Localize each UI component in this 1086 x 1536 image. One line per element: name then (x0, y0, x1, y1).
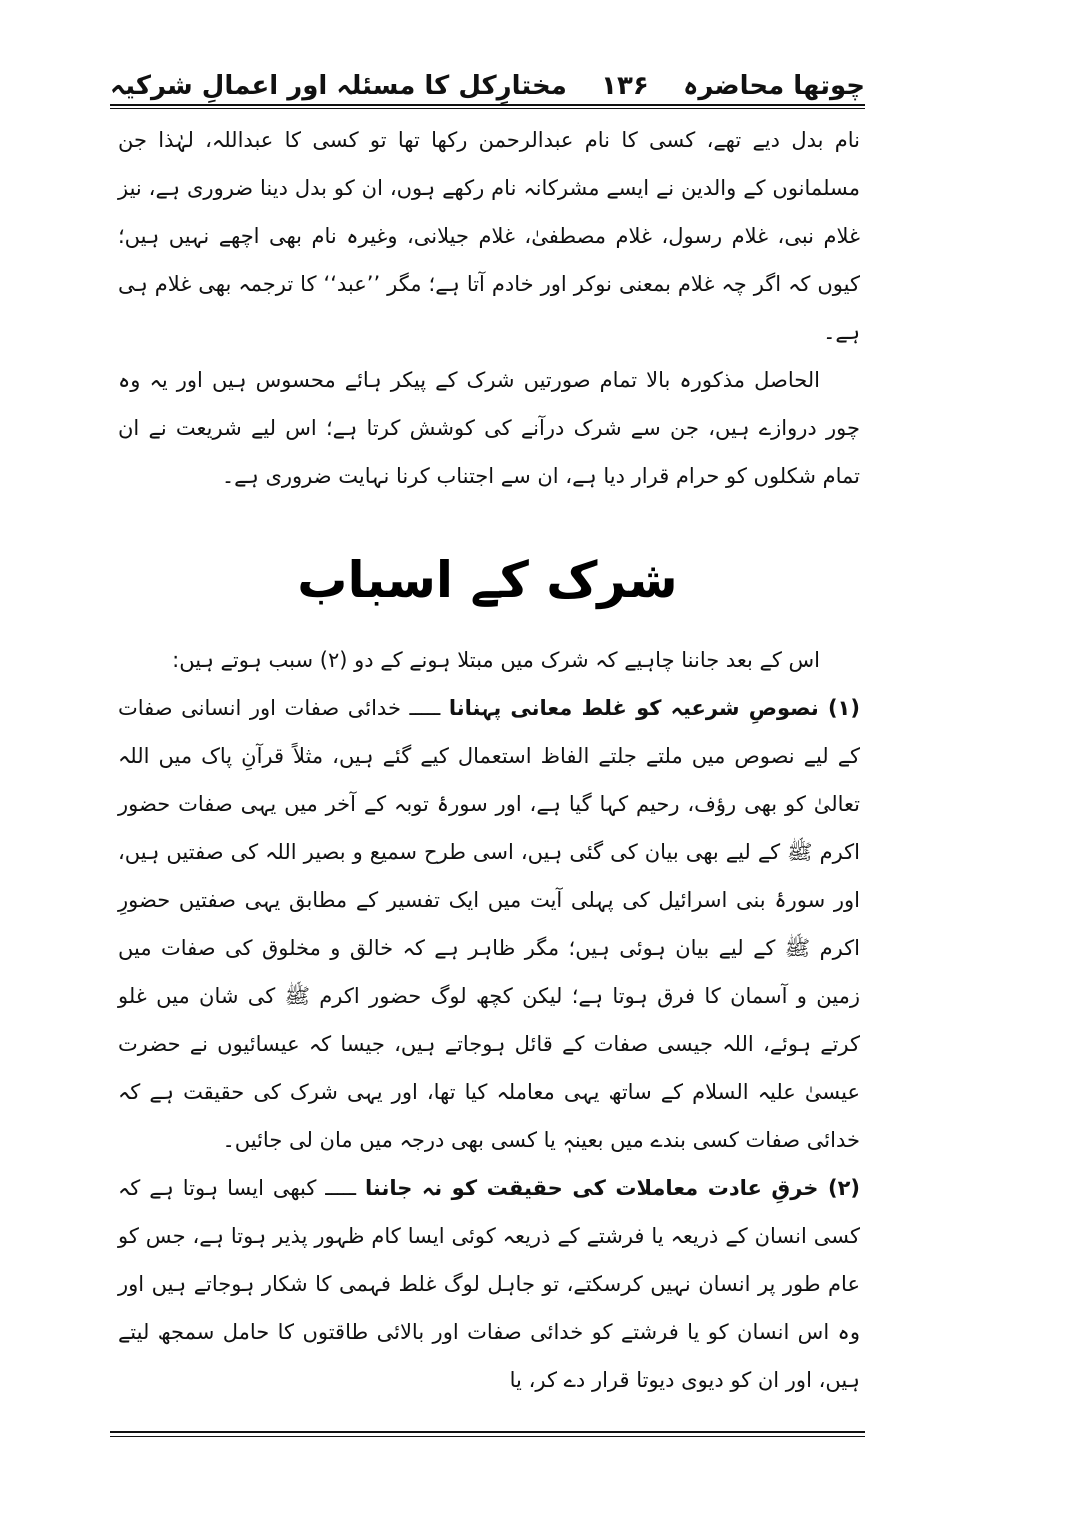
body-text-causes (118, 636, 860, 1404)
header-rule-thin (110, 108, 865, 109)
cause-1-dash: ـــــ (409, 696, 441, 720)
paragraph-summary: الحاصل مذکورہ بالا تمام صورتیں شرک کے پیکر ہائے محسوس ہیں اور یہ وہ چور دروازے ہیں، جن سے شرک درآنے کی کوشش کرتا ہے؛ اس لیے شریعت نے ان تمام شکلوں کو حرام قرار دیا ہے، ان سے اجتناب کرنا نہایت ضروری ہے۔ (118, 368, 860, 488)
chapter-title: چوتھا محاضرہ (683, 71, 865, 101)
cause-1 (118, 684, 860, 1164)
cause-2-text: کبھی ایسا ہوتا ہے کہ کسی انسان کے ذریعہ یا فرشتے کے ذریعہ کوئی ایسا کام ظہور پذیر ہوتا ہے، جس کو عام طور پر انسان نہیں کرسکتے، تو جاہل لوگ غلط فہمی کا شکار ہوجاتے ہیں اور وہ اس انسان کو یا فرشتے کو خدائی صفات اور بالائی طاقتوں کا حامل سمجھ لیتے ہیں، اور ان کو دیوی دیوتا قرار دے کر، یا (118, 1176, 860, 1392)
body-text-top (118, 116, 860, 500)
cause-1-label: (۱) نصوصِ شرعیہ کو غلط معانی پہنانا (448, 696, 860, 720)
footer-rule-thin (110, 1436, 865, 1437)
section-heading: شرک کے اسباب (297, 551, 678, 609)
topic-title: مختارِکل کا مسئلہ اور اعمالِ شرکیہ (110, 71, 567, 101)
cause-2-dash: ـــــ (325, 1176, 357, 1200)
footer-rule (110, 1431, 865, 1433)
header-rule (110, 104, 865, 106)
running-header (110, 55, 865, 101)
cause-1-text: خدائی صفات اور انسانی صفات کے لیے نصوص میں ملتے جلتے الفاظ استعمال کیے گئے ہیں، مثلاً قرآنِ پاک میں اللہ تعالیٰ کو بھی رؤف، رحیم کہا گیا ہے، اور سورۂ توبہ کے آخر میں یہی صفات حضور اکرم ﷺ کے لیے بھی بیان کی گئی ہیں، اسی طرح سمیع و بصیر اللہ کی صفتیں ہیں، اور سورۂ بنی اسرائیل کی پہلی آیت میں ایک تفسیر کے مطابق یہی صفتیں حضورِ اکرم ﷺ کے لیے بیان ہوئی ہیں؛ مگر ظاہر ہے کہ خالق و مخلوق کی صفات میں زمین و آسمان کا فرق ہوتا ہے؛ لیکن کچھ لوگ حضور اکرم ﷺ کی شان میں غلو کرتے ہوئے، اللہ جیسی صفات کے قائل ہوجاتے ہیں، جیسا کہ عیسائیوں نے حضرت عیسیٰ علیہ السلام کے ساتھ یہی معاملہ کیا تھا، اور یہی شرک کی حقیقت ہے کہ خدائی صفات کسی بندے میں بعینہٖ یا کسی بھی درجہ میں مان لی جائیں۔ (118, 696, 860, 1152)
page-number: ۱۳۶ (601, 71, 649, 101)
paragraph-names: نام بدل دیے تھے، کسی کا نام عبدالرحمن رکھا تھا تو کسی کا عبداللہ، لہٰذا جن مسلمانوں کے والدین نے ایسے مشرکانہ نام رکھے ہوں، ان کو بدل دینا ضروری ہے، نیز غلام نبی، غلام رسول، غلام مصطفیٰ، غلام جیلانی، وغیرہ نام بھی اچھے نہیں ہیں؛ کیوں کہ اگر چہ غلام بمعنی نوکر اور خادم آتا ہے؛ مگر ’’عبد‘‘ کا ترجمہ بھی غلام ہی ہے۔ (118, 128, 860, 344)
causes-intro: اس کے بعد جاننا چاہیے کہ شرک میں مبتلا ہونے کے دو (۲) سبب ہوتے ہیں: (172, 648, 820, 672)
cause-2 (118, 1164, 860, 1404)
cause-2-label: (۲) خرقِ عادت معاملات کی حقیقت کو نہ جاننا (365, 1176, 860, 1200)
